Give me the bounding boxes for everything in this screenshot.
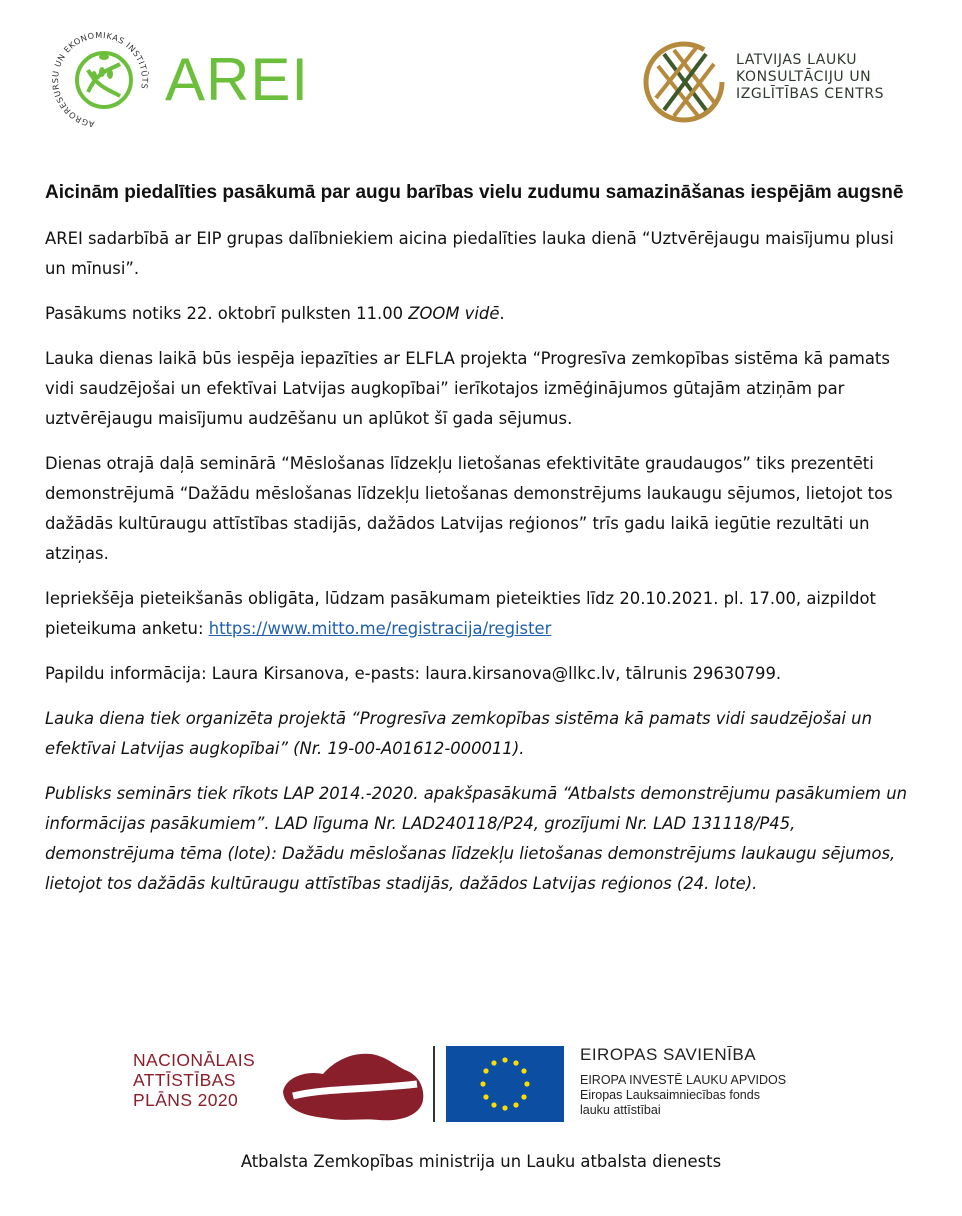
registration-text: Iepriekšēja pieteikšanās obligāta, lūdzam pasākumam pieteikties līdz 20.10.2021. pl. 17.00, aizpildot pieteikuma anketu:	[45, 589, 876, 638]
support-text: Atbalsta Zemkopības ministrija un Lauku atbalsta dienests	[240, 1152, 722, 1171]
registration-link[interactable]: https://www.mitto.me/registracija/register	[208, 619, 552, 638]
paragraph-registration	[45, 584, 915, 644]
llkc-line-3: IZGLĪTĪBAS CENTRS	[736, 86, 885, 102]
eu-flag-icon	[446, 1046, 564, 1122]
llkc-line-2: KONSULTĀCIJU UN	[736, 69, 872, 85]
paragraph-project: Lauka diena tiek organizēta projektā “Progresīva zemkopības sistēma kā pamats vidi saudzējošai un efektīvai Latvijas augkopībai” (Nr. 19-00-A01612-000011).	[45, 709, 872, 758]
eu-line-3: lauku attīstībai	[580, 1103, 661, 1117]
nap-line-1: NACIONĀLAIS	[133, 1050, 256, 1070]
eu-subtitle	[580, 1073, 786, 1118]
nap-line-3: PLĀNS 2020	[133, 1090, 239, 1110]
llkc-line-1: LATVIJAS LAUKU	[736, 52, 858, 68]
paragraph-funding: Publisks seminārs tiek rīkots LAP 2014.-2020. apakšpasākumā “Atbalsts demonstrējumu pasākumiem un informācijas pasākumiem”. LAD līguma Nr. LAD240118/P24, grozījumi Nr. LAD 131118/P45, demonstrējuma tēma (lote): Dažādu mēslošanas līdzekļu lietošanas demonstrējums laukaugu sējumos, lietojot tos dažādās kultūraugu attīstības stadijās, dažādos Latvijas reģionos (24. lote).	[45, 784, 907, 893]
article	[45, 178, 915, 914]
arei-wordmark: AREI	[165, 46, 310, 113]
paragraph-intro: AREI sadarbībā ar EIP grupas dalībniekiem aicina piedalīties lauka dienā “Uztvērējaugu maisījumu plusi un mīnusi”.	[45, 229, 894, 278]
time-text: Pasākums notiks 22. oktobrī pulksten 11.00	[45, 304, 409, 323]
llkc-emblem-icon	[640, 32, 730, 132]
footer-divider	[433, 1046, 435, 1122]
arei-emblem-icon	[48, 30, 158, 134]
eu-title: EIROPAS SAVIENĪBA	[580, 1045, 757, 1064]
article-title: Aicinām piedalīties pasākumā par augu barības vielu zudumu samazināšanas iespējām augsnē	[45, 182, 904, 203]
latvia-map-icon	[275, 1040, 435, 1128]
nap-logo-text	[133, 1050, 255, 1110]
paragraph-seminar: Dienas otrajā daļā seminārā “Mēslošanas līdzekļu lietošanas efektivitāte graudaugos” tiks prezentēti demonstrējumā “Dažādu mēslošanas līdzekļu lietošanas demonstrējums laukaugu sējumos, lietojot tos dažādās kultūraugu attīstības stadijās, dažādos Latvijas reģionos” trīs gadu laikā iegūtie rezultāti un atziņas.	[45, 454, 893, 563]
paragraph-contact: Papildu informācija: Laura Kirsanova, e-pasts: laura.kirsanova@llkc.lv, tālrunis 29630799.	[45, 664, 782, 683]
nap-line-2: ATTĪSTĪBAS	[133, 1070, 236, 1090]
eu-line-1: EIROPA INVESTĒ LAUKU APVIDOS	[580, 1073, 787, 1087]
eu-line-2: Eiropas Lauksaimniecības fonds	[580, 1088, 760, 1102]
svg-text:AGRORESURSU UN EKONOMIKAS INST	[50, 30, 150, 130]
arei-ring-text: AGRORESURSU UN EKONOMIKAS INSTITŪTS	[50, 30, 151, 130]
paragraph-field-day: Lauka dienas laikā būs iespēja iepazīties ar ELFLA projekta “Progresīva zemkopības sistēma kā pamats vidi saudzējošai un efektīvai Latvijas augkopībai” ierīkotajos izmēģinājumos gūtajām atziņām par uztvērējaugu maisījumu audzēšanu un aplūkot šī gada sējumus.	[45, 349, 890, 428]
paragraph-time	[45, 299, 915, 329]
llkc-name	[736, 52, 884, 103]
time-venue: ZOOM vidē	[408, 304, 500, 323]
time-end: .	[499, 304, 505, 323]
